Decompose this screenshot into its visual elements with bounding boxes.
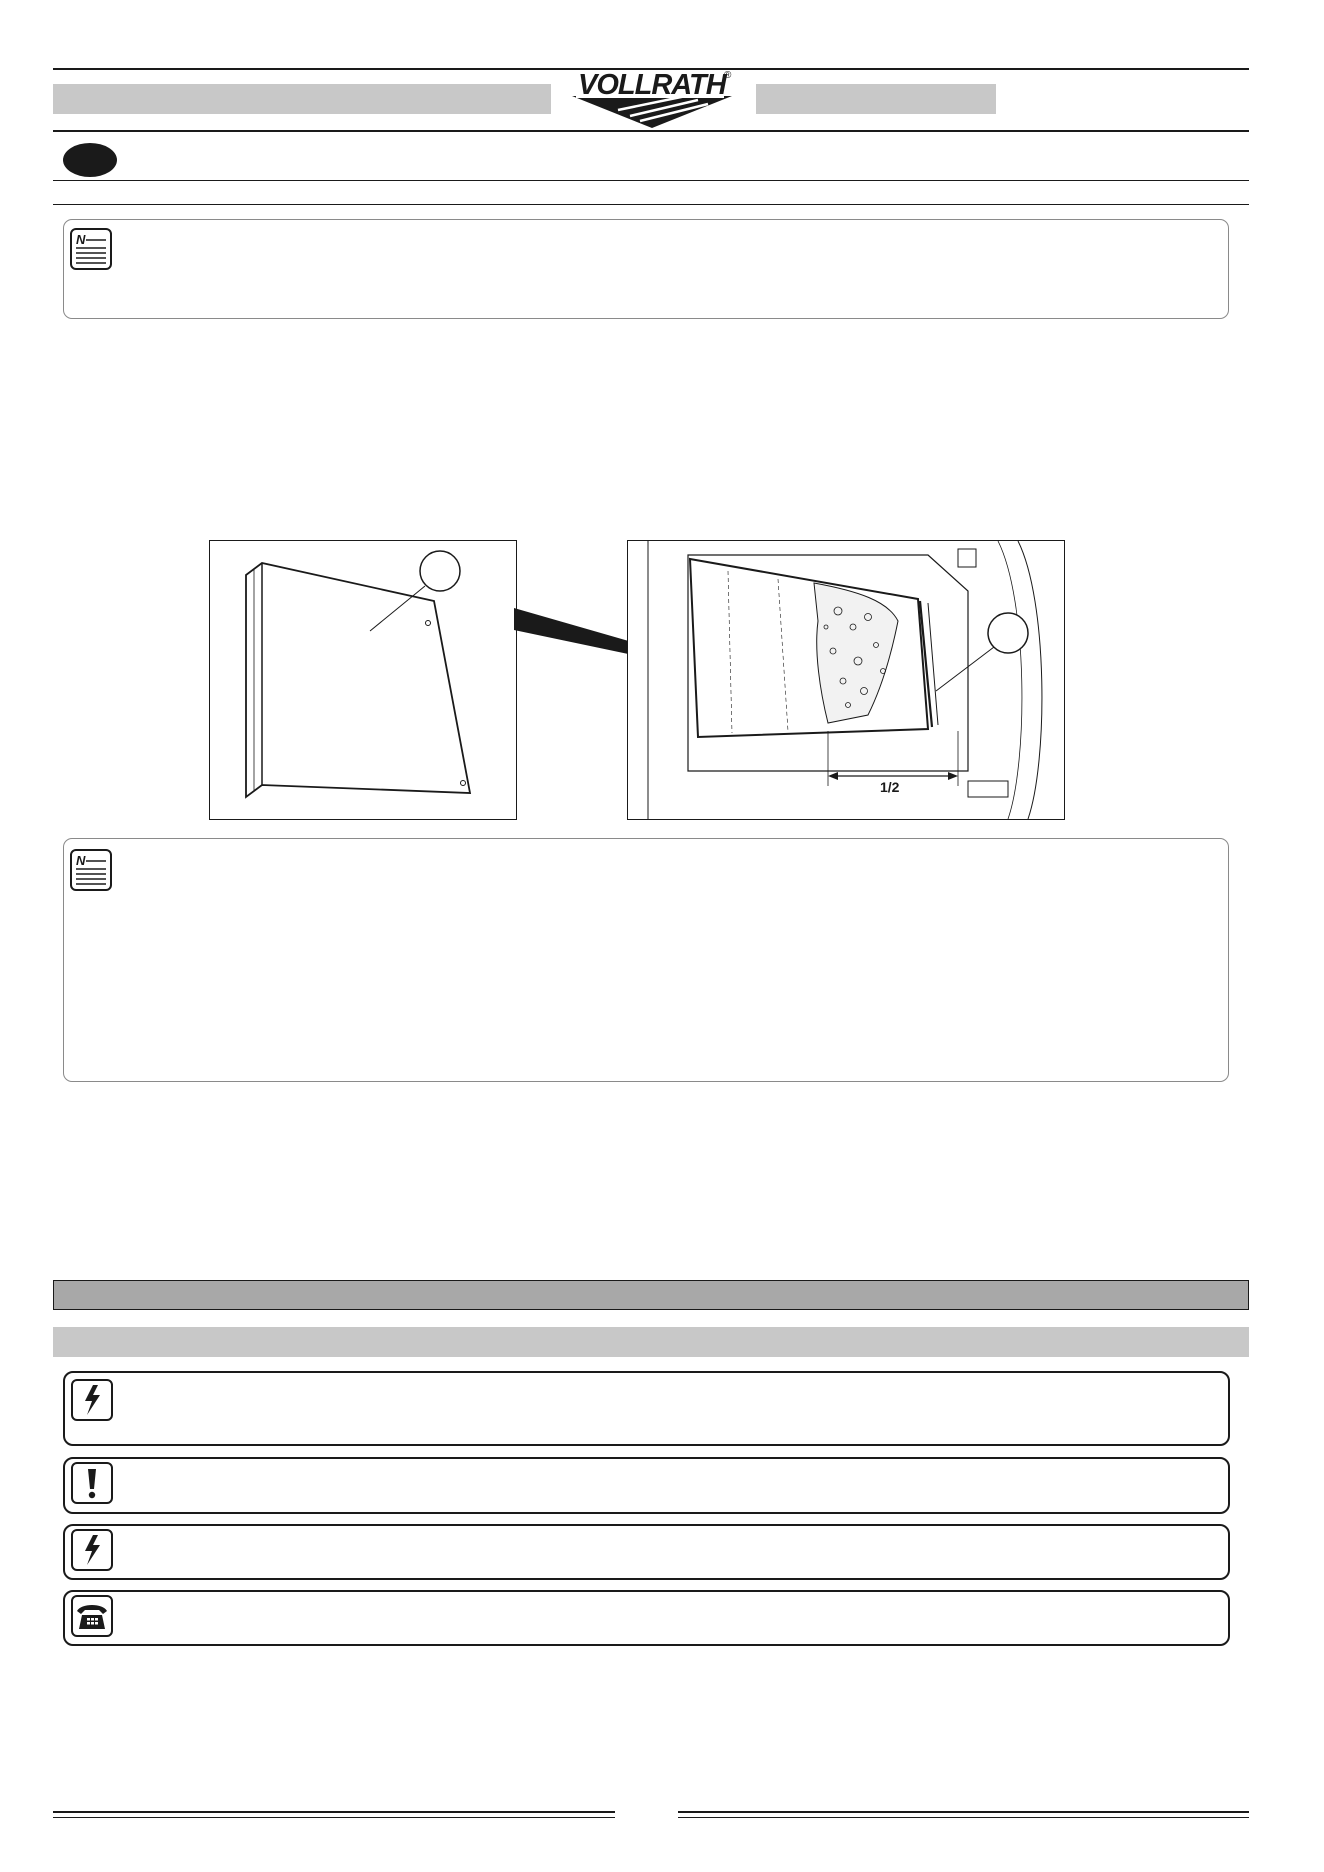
- header-bottom-rule: [53, 130, 1249, 132]
- svg-text:N: N: [76, 232, 86, 247]
- header-left-bar: [53, 84, 551, 114]
- registered-mark: ®: [724, 70, 732, 81]
- header-right-bar: [756, 84, 996, 114]
- note-box-top: [63, 219, 1229, 319]
- figure-right-panel: [627, 540, 1065, 820]
- warning-box-2: [63, 1457, 1230, 1514]
- brand-wordmark: VOLLRATH: [578, 69, 726, 101]
- svg-text:N: N: [76, 853, 86, 868]
- note-icon: [70, 228, 112, 270]
- subsection-title-bar: [53, 1327, 1249, 1357]
- vollrath-logo: [568, 66, 736, 130]
- caution-exclamation-icon: [71, 1462, 113, 1504]
- electric-shock-icon: [71, 1379, 113, 1421]
- electric-shock-icon: [71, 1529, 113, 1571]
- figure-left-panel: [209, 540, 517, 820]
- warning-box-1: [63, 1371, 1230, 1446]
- section-title-bar: [53, 1280, 1249, 1310]
- measure-label: 1/2: [880, 779, 900, 795]
- note-icon: [70, 849, 112, 891]
- section-rule-lower: [53, 204, 1249, 205]
- footer-rule-right-thin: [678, 1817, 1249, 1818]
- language-badge: [63, 143, 117, 177]
- section-rule-upper: [53, 180, 1249, 181]
- footer-rule-right: [678, 1811, 1249, 1813]
- footer-rule-left: [53, 1811, 615, 1813]
- warning-box-4: [63, 1590, 1230, 1646]
- footer-rule-left-thin: [53, 1817, 615, 1818]
- note-box-middle: [63, 838, 1229, 1082]
- warning-box-3: [63, 1524, 1230, 1580]
- telephone-icon: [71, 1595, 113, 1637]
